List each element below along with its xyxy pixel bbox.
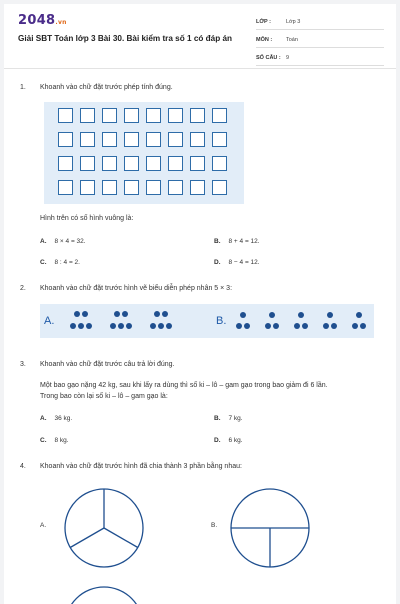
grid-square xyxy=(58,156,73,171)
grid-square xyxy=(58,180,73,195)
meta-key: SỐ CÂU : xyxy=(256,55,281,61)
grid-square xyxy=(212,156,227,171)
option-text: 8 kg. xyxy=(54,437,69,444)
dot xyxy=(154,311,160,317)
circle-figure-c xyxy=(60,582,150,604)
dot-groups-figure xyxy=(40,304,374,338)
question-number: 2. xyxy=(20,285,26,292)
dot xyxy=(298,312,304,318)
grid-square xyxy=(124,132,139,147)
dot xyxy=(78,323,84,329)
grid-square xyxy=(58,108,73,123)
grid-square xyxy=(124,108,139,123)
answer-option[interactable] xyxy=(40,415,72,422)
option-text: 6 kg. xyxy=(228,437,243,444)
grid-square xyxy=(80,156,95,171)
question-text: Khoanh vào chữ đặt trước câu trả lời đúng. xyxy=(40,361,175,368)
option-letter: C. xyxy=(40,259,47,266)
meta-key: MÔN : xyxy=(256,37,273,43)
grid-square xyxy=(212,132,227,147)
grid-square xyxy=(212,108,227,123)
question-text: Khoanh vào chữ đặt trước hình đã chia thành 3 phần bằng nhau: xyxy=(40,463,242,470)
figure-option-label[interactable]: A. xyxy=(44,315,55,327)
answer-option[interactable] xyxy=(214,259,260,266)
grid-square xyxy=(80,132,95,147)
question-number: 4. xyxy=(20,463,26,470)
grid-square xyxy=(146,108,161,123)
dot xyxy=(158,323,164,329)
square-grid-figure xyxy=(44,102,244,204)
grid-square xyxy=(168,156,183,171)
dot xyxy=(82,311,88,317)
dot xyxy=(352,323,358,329)
option-letter: D. xyxy=(214,437,221,444)
dot xyxy=(327,312,333,318)
option-letter: B. xyxy=(214,238,221,245)
answer-option[interactable] xyxy=(40,259,80,266)
dot xyxy=(150,323,156,329)
problem-question: Trong bao còn lại số ki – lô – gam gạo là: xyxy=(40,393,168,400)
document-title: Giải SBT Toán lớp 3 Bài 30. Bài kiểm tra số 1 có đáp án xyxy=(18,34,233,43)
circle-figure-b xyxy=(226,482,316,574)
option-text: 36 kg. xyxy=(54,415,73,422)
dot xyxy=(269,312,275,318)
grid-square xyxy=(102,180,117,195)
dot xyxy=(236,323,242,329)
question-text: Khoanh vào chữ đặt trước hình vẽ biểu diễn phép nhân 5 × 3: xyxy=(40,285,233,292)
dot xyxy=(114,311,120,317)
answer-option[interactable] xyxy=(214,415,243,422)
option-text: 8 : 4 = 2. xyxy=(54,259,80,266)
answer-option[interactable] xyxy=(214,437,243,444)
dot xyxy=(356,312,362,318)
dot xyxy=(166,323,172,329)
figure-caption: Hình trên có số hình vuông là: xyxy=(40,215,134,222)
grid-square xyxy=(124,156,139,171)
answer-option[interactable] xyxy=(214,238,260,245)
grid-square xyxy=(58,132,73,147)
grid-square xyxy=(168,108,183,123)
option-letter: D. xyxy=(214,259,221,266)
question-number: 1. xyxy=(20,84,26,91)
site-logo[interactable]: 2048.vn xyxy=(18,13,67,28)
dot xyxy=(110,323,116,329)
grid-square xyxy=(168,180,183,195)
dot xyxy=(294,323,300,329)
figure-option-label[interactable]: A. xyxy=(40,522,47,529)
figure-option-label[interactable]: B. xyxy=(216,315,227,327)
option-letter: C. xyxy=(40,437,47,444)
grid-square xyxy=(102,132,117,147)
meta-row-subject xyxy=(256,33,384,48)
document-meta xyxy=(256,15,384,69)
divider-line xyxy=(104,528,138,548)
option-letter: B. xyxy=(214,415,221,422)
dot xyxy=(74,311,80,317)
dot xyxy=(244,323,250,329)
dot xyxy=(118,323,124,329)
dot xyxy=(122,311,128,317)
dot xyxy=(162,311,168,317)
dot xyxy=(126,323,132,329)
grid-square xyxy=(190,180,205,195)
problem-text: Một bao gạo nặng 42 kg, sau khi lấy ra dùng thì số ki – lô – gam gạo trong bao giảm đi 6 lần. xyxy=(40,382,328,389)
dot xyxy=(86,323,92,329)
grid-square xyxy=(168,132,183,147)
meta-row-class xyxy=(256,15,384,30)
document-header xyxy=(4,4,396,69)
grid-square xyxy=(212,180,227,195)
circle-outline xyxy=(65,587,143,604)
meta-value: Toán xyxy=(286,37,298,43)
circle-figure-a xyxy=(60,482,150,574)
document-page xyxy=(4,4,396,604)
dot xyxy=(265,323,271,329)
dot xyxy=(360,323,366,329)
dot xyxy=(240,312,246,318)
option-text: 8 + 4 = 12. xyxy=(228,238,260,245)
question-text: Khoanh vào chữ đặt trước phép tính đúng. xyxy=(40,84,173,91)
meta-value: Lớp 3 xyxy=(286,19,301,25)
dot xyxy=(302,323,308,329)
answer-option[interactable] xyxy=(40,238,86,245)
grid-square xyxy=(102,156,117,171)
dot xyxy=(323,323,329,329)
grid-square xyxy=(190,156,205,171)
question-number: 3. xyxy=(20,361,26,368)
meta-key: LỚP : xyxy=(256,19,271,25)
dot xyxy=(273,323,279,329)
figure-option-label[interactable]: B. xyxy=(211,522,218,529)
grid-square xyxy=(190,132,205,147)
dot xyxy=(70,323,76,329)
divider-line xyxy=(70,528,104,548)
grid-square xyxy=(146,180,161,195)
grid-square xyxy=(190,108,205,123)
option-letter: A. xyxy=(40,415,47,422)
option-text: 8 − 4 = 12. xyxy=(228,259,260,266)
grid-square xyxy=(80,108,95,123)
grid-square xyxy=(80,180,95,195)
meta-value: 9 xyxy=(286,55,290,61)
option-text: 7 kg. xyxy=(228,415,243,422)
grid-square xyxy=(102,108,117,123)
option-letter: A. xyxy=(40,238,47,245)
grid-square xyxy=(146,132,161,147)
grid-square xyxy=(146,156,161,171)
meta-row-count xyxy=(256,51,384,66)
option-text: 8 × 4 = 32. xyxy=(54,238,86,245)
dot xyxy=(331,323,337,329)
grid-square xyxy=(124,180,139,195)
answer-option[interactable] xyxy=(40,437,69,444)
